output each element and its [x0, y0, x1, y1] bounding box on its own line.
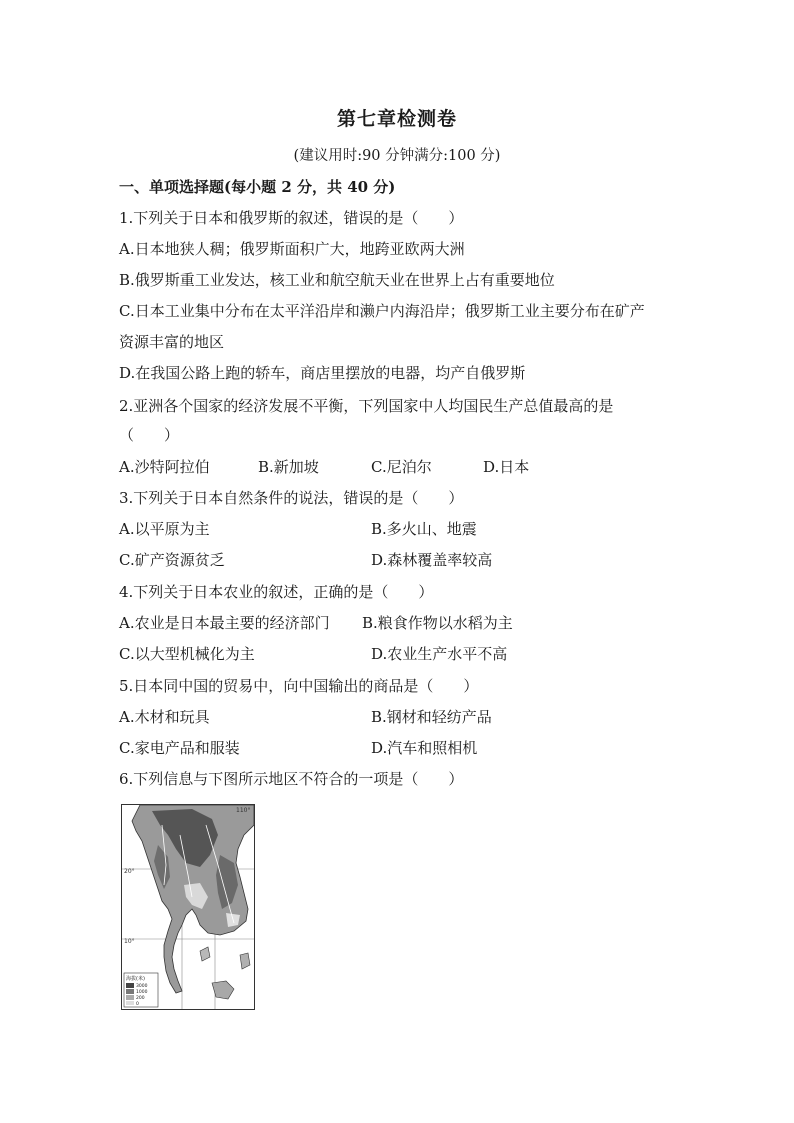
q4-option-b: B.粮食作物以水稻为主: [362, 614, 513, 632]
q1-option-a: A.日本地狭人稠；俄罗斯面积广大，地跨亚欧两大洲: [119, 240, 465, 258]
map-graphic: [122, 805, 254, 1009]
section-heading: 一、单项选择题(每小题 2 分，共 40 分): [119, 178, 396, 196]
page-title: 第七章检测卷: [336, 108, 457, 130]
q2-stem: 2.亚洲各个国家的经济发展不平衡，下列国家中人均国民生产总值最高的是: [119, 397, 614, 415]
q3-stem: 3.下列关于日本自然条件的说法，错误的是（ ）: [119, 489, 464, 507]
q5-option-b: B.钢材和轻纺产品: [371, 708, 492, 726]
q4-option-c: C.以大型机械化为主: [119, 645, 255, 663]
q4-option-a: A.农业是日本最主要的经济部门: [119, 614, 330, 632]
q3-option-a: A.以平原为主: [119, 520, 210, 538]
lat-label-10: 10°: [124, 938, 135, 945]
q4-option-d: D.农业生产水平不高: [371, 645, 508, 663]
q1-stem: 1.下列关于日本和俄罗斯的叙述，错误的是（ ）: [119, 209, 464, 227]
q2-option-c: C.尼泊尔: [371, 458, 432, 476]
map-legend: [124, 973, 158, 1007]
legend-title: 海拔(米): [126, 976, 145, 982]
q2-stem-cont: （ ）: [119, 426, 180, 444]
q5-option-d: D.汽车和照相机: [371, 739, 478, 757]
q1-option-b: B.俄罗斯重工业发达，核工业和航空航天业在世界上占有重要地位: [119, 271, 555, 289]
q3-option-b: B.多火山、地震: [371, 520, 477, 538]
q5-stem: 5.日本同中国的贸易中，向中国输出的商品是（ ）: [119, 677, 479, 695]
lon-label-110: 110°: [236, 807, 251, 814]
legend-value: 200: [136, 996, 145, 1001]
legend-value: 1000: [136, 990, 148, 995]
q2-option-a: A.沙特阿拉伯: [119, 458, 210, 476]
legend-value: 3000: [136, 984, 148, 989]
q1-option-c: C.日本工业集中分布在太平洋沿岸和濑户内海沿岸；俄罗斯工业主要分布在矿产: [119, 302, 645, 320]
lat-label-20: 20°: [124, 868, 135, 875]
q6-stem: 6.下列信息与下图所示地区不符合的一项是（ ）: [119, 770, 464, 788]
q1-option-c-cont: 资源丰富的地区: [119, 333, 225, 351]
q3-option-c: C.矿产资源贫乏: [119, 551, 225, 569]
q2-option-d: D.日本: [483, 458, 530, 476]
page-subtitle: (建议用时:90 分钟满分:100 分): [293, 148, 501, 164]
q1-option-d: D.在我国公路上跑的轿车，商店里摆放的电器，均产自俄罗斯: [119, 364, 526, 382]
q2-option-b: B.新加坡: [258, 458, 319, 476]
q5-option-a: A.木材和玩具: [119, 708, 210, 726]
q3-option-d: D.森林覆盖率较高: [371, 551, 493, 569]
southeast-asia-map: [121, 804, 255, 1010]
legend-value: 0: [136, 1002, 139, 1007]
q5-option-c: C.家电产品和服装: [119, 739, 240, 757]
q4-stem: 4.下列关于日本农业的叙述，正确的是（ ）: [119, 583, 434, 601]
